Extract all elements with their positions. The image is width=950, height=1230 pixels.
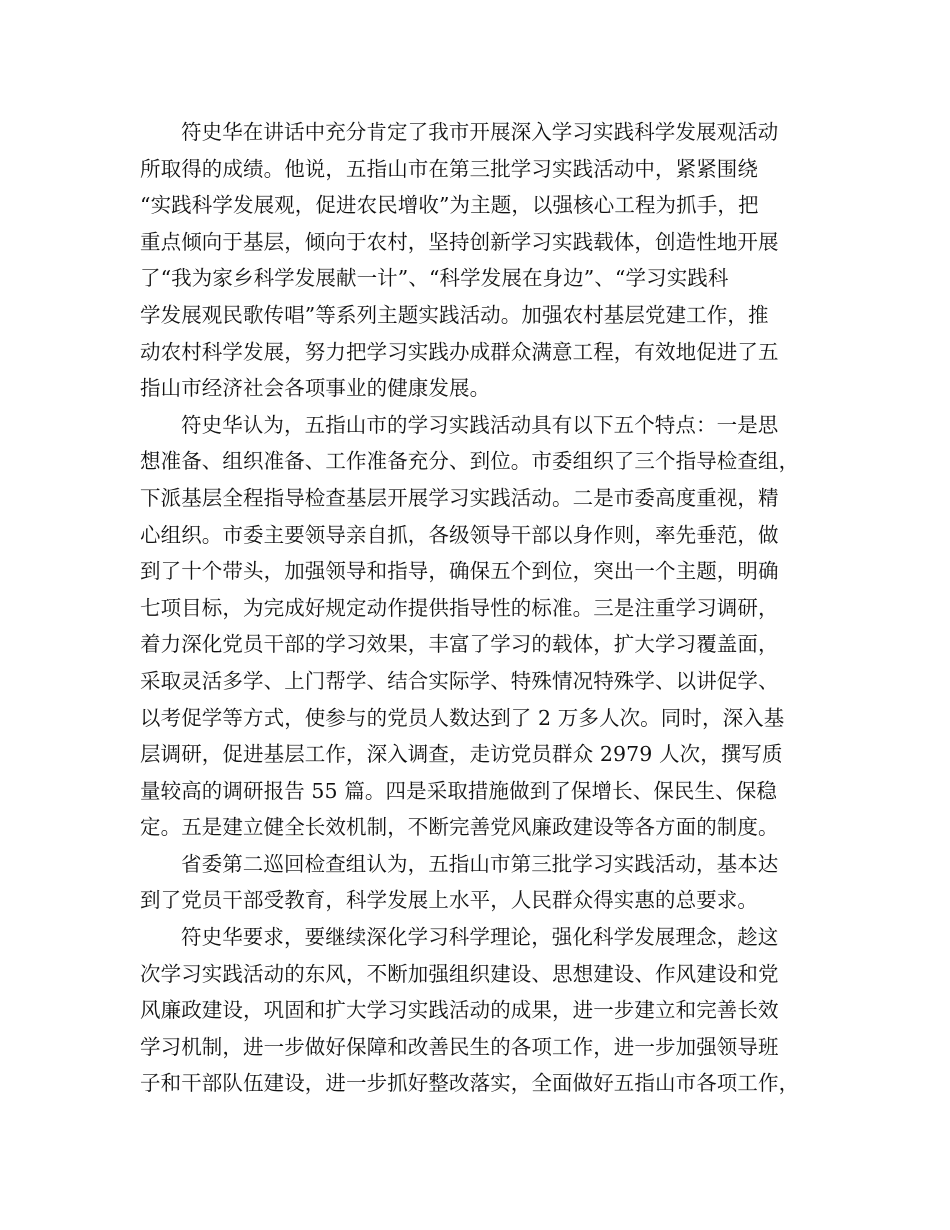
text-line: 层调研，促进基层工作，深入调查，走访党员群众 2979 人次，撰写质 [140,742,783,767]
text-line: 动农村科学发展，努力把学习实践办成群众满意工程，有效地促进了五 [140,339,779,364]
text-line: 了“我为家乡科学发展献一计”、“科学发展在身边”、“学习实践科 [140,266,729,291]
text-line: 着力深化党员干部的学习效果，丰富了学习的载体，扩大学习覆盖面， [140,632,779,657]
text-line: 省委第二巡回检查组认为，五指山市第三批学习实践活动，基本达 [181,851,779,876]
text-line: “实践科学发展观，促进农民增收”为主题，以强核心工程为抓手，把 [140,193,759,218]
text-line: 次学习实践活动的东风，不断加强组织建设、思想建设、作风建设和党 [140,961,779,986]
text-line: 定。五是建立健全长效机制，不断完善党风廉政建设等各方面的制度。 [140,815,779,840]
text-line: 符史华要求，要继续深化学习科学理论，强化科学发展理念，趁这 [181,925,779,950]
text-line: 到了十个带头，加强领导和指导，确保五个到位，突出一个主题，明确 [140,559,779,584]
text-line: 采取灵活多学、上门帮学、结合实际学、特殊情况特殊学、以讲促学、 [140,668,779,693]
text-line: 学发展观民歌传唱”等系列主题实践活动。加强农村基层党建工作，推 [140,302,769,327]
text-line: 学习机制，进一步做好保障和改善民生的各项工作，进一步加强领导班 [140,1034,779,1059]
text-line: 量较高的调研报告 55 篇。四是采取措施做到了保增长、保民生、保稳 [140,778,777,803]
text-line: 心组织。市委主要领导亲自抓，各级领导干部以身作则，率先垂范，做 [140,522,779,547]
text-line: 下派基层全程指导检查基层开展学习实践活动。二是市委高度重视，精 [140,485,779,510]
text-line: 想准备、组织准备、工作准备充分、到位。市委组织了三个指导检查组， [140,449,800,474]
text-line: 以考促学等方式，使参与的党员人数达到了 2 万多人次。同时，深入基 [140,705,785,730]
text-line: 指山市经济社会各项事业的健康发展。 [140,376,491,401]
text-line: 子和干部队伍建设，进一步抓好整改落实，全面做好五指山市各项工作， [140,1071,800,1096]
text-line: 符史华在讲话中充分肯定了我市开展深入学习实践科学发展观活动 [181,120,779,144]
document-body [140,114,820,1102]
text-line: 风廉政建设，巩固和扩大学习实践活动的成果，进一步建立和完善长效 [140,998,779,1023]
text-line: 所取得的成绩。他说，五指山市在第三批学习实践活动中，紧紧围绕 [140,156,758,181]
text-line: 七项目标，为完成好规定动作提供指导性的标准。三是注重学习调研， [140,595,779,620]
text-line: 符史华认为，五指山市的学习实践活动具有以下五个特点：一是思 [181,412,779,437]
text-line: 重点倾向于基层，倾向于农村，坚持创新学习实践载体，创造性地开展 [140,229,779,254]
text-line: 到了党员干部受教育，科学发展上水平，人民群众得实惠的总要求。 [140,888,758,913]
